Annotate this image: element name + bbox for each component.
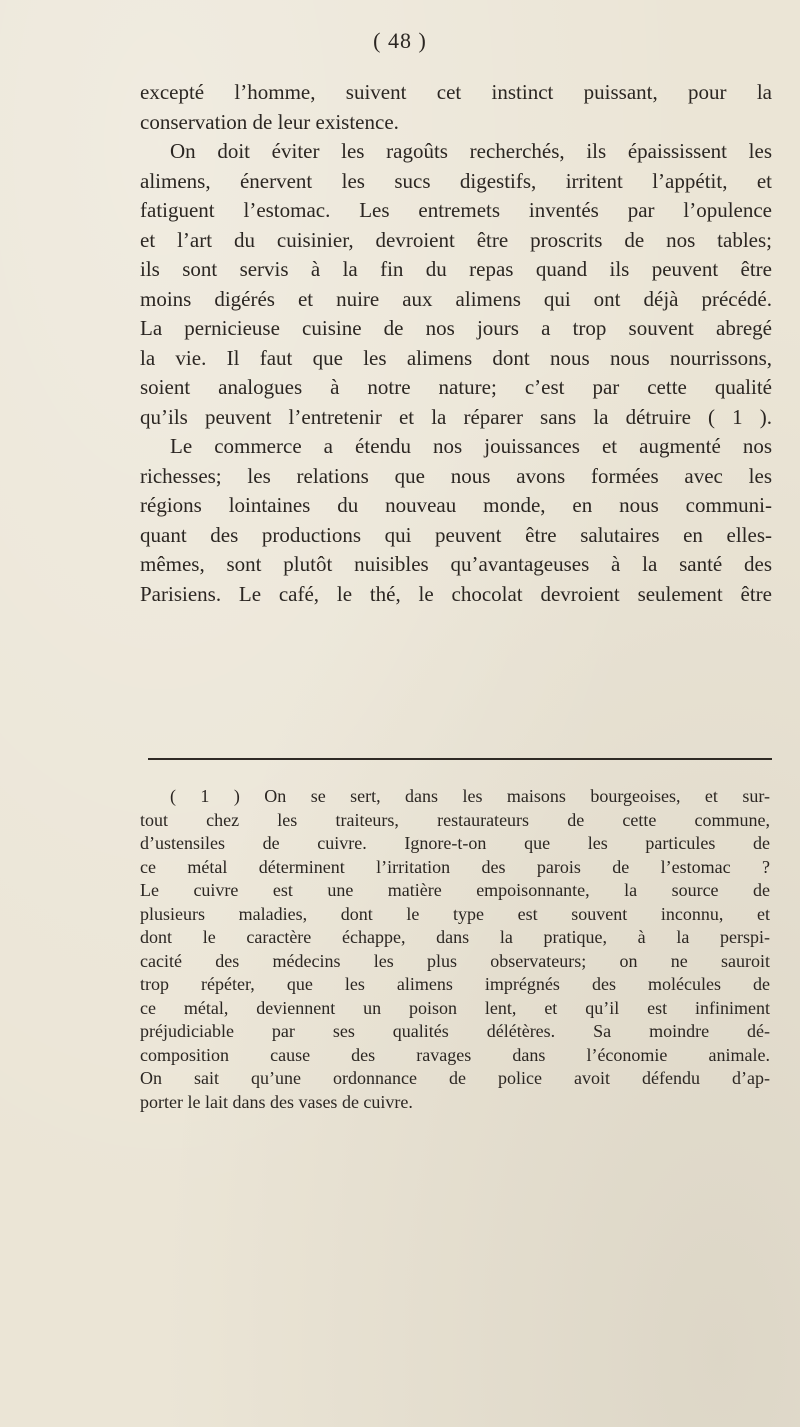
footnote-line: préjudiciable par ses qualités délétères. Sa moindre dé-	[140, 1021, 770, 1041]
text-line: qu’ils peuvent l’entretenir et la réparer sans la détruire ( 1 ).	[140, 404, 772, 429]
footnote-line: ce métal, deviennent un poison lent, et qu’il est infiniment	[140, 997, 770, 1018]
page-number: ( 48 )	[373, 28, 427, 53]
footnote-line: plusieurs maladies, dont le type est souvent inconnu, et	[140, 903, 770, 924]
text-line: fatiguent l’estomac. Les entremets inventés par l’opulence	[140, 198, 772, 222]
text-line: moins digérés et nuire aux alimens qui ont déjà précédé.	[140, 286, 772, 311]
text-line: La pernicieuse cuisine de nos jours a trop souvent abregé	[140, 316, 772, 340]
text-line: Le commerce a étendu nos jouissances et augmenté nos	[170, 434, 772, 458]
footnote-line: tout chez les traiteurs, restaurateurs de cette commune,	[140, 809, 770, 830]
footnote-line: trop répéter, que les alimens imprégnés des molécules de	[140, 974, 770, 994]
footnote-line: ( 1 ) On se sert, dans les maisons bourgeoises, et sur-	[170, 786, 770, 806]
text-line: la vie. Il faut que les alimens dont nous nous nourrissons,	[140, 345, 772, 370]
footnote-line: dont le caractère échappe, dans la pratique, à la perspi-	[140, 927, 770, 947]
main-text	[140, 78, 772, 609]
footnote	[140, 785, 770, 1114]
footnote-line: d’ustensiles de cuivre. Ignore-t-on que les particules de	[140, 833, 770, 853]
text-line: ils sont servis à la fin du repas quand ils peuvent être	[140, 257, 772, 281]
footnote-divider	[148, 758, 772, 760]
footnote-line: cacité des médecins les plus observateurs; on ne sauroit	[140, 950, 770, 971]
footnote-line: composition cause des ravages dans l’économie animale.	[140, 1044, 770, 1065]
text-line: On doit éviter les ragoûts recherchés, ils épaississent les	[170, 139, 772, 163]
footnote-line: porter le lait dans des vases de cuivre.	[140, 1091, 413, 1112]
text-line: et l’art du cuisinier, devroient être proscrits de nos tables;	[140, 227, 772, 252]
text-line: mêmes, sont plutôt nuisibles qu’avantageuses à la santé des	[140, 552, 772, 576]
text-line: Parisiens. Le café, le thé, le chocolat devroient seulement être	[140, 581, 772, 606]
footnote-line: On sait qu’une ordonnance de police avoit défendu d’ap-	[140, 1068, 770, 1088]
text-line: richesses; les relations que nous avons formées avec les	[140, 463, 772, 488]
text-line: conservation de leur existence.	[140, 109, 399, 134]
text-line: soient analogues à notre nature; c’est par cette qualité	[140, 375, 772, 399]
text-line: excepté l’homme, suivent cet instinct puissant, pour la	[140, 80, 772, 104]
text-line: quant des productions qui peuvent être salutaires en elles-	[140, 522, 772, 547]
text-line: régions lointaines du nouveau monde, en nous communi-	[140, 493, 772, 517]
text-line: alimens, énervent les sucs digestifs, irritent l’appétit, et	[140, 168, 772, 193]
footnote-line: ce métal déterminent l’irritation des parois de l’estomac ?	[140, 856, 770, 877]
footnote-line: Le cuivre est une matière empoisonnante, la source de	[140, 880, 770, 900]
